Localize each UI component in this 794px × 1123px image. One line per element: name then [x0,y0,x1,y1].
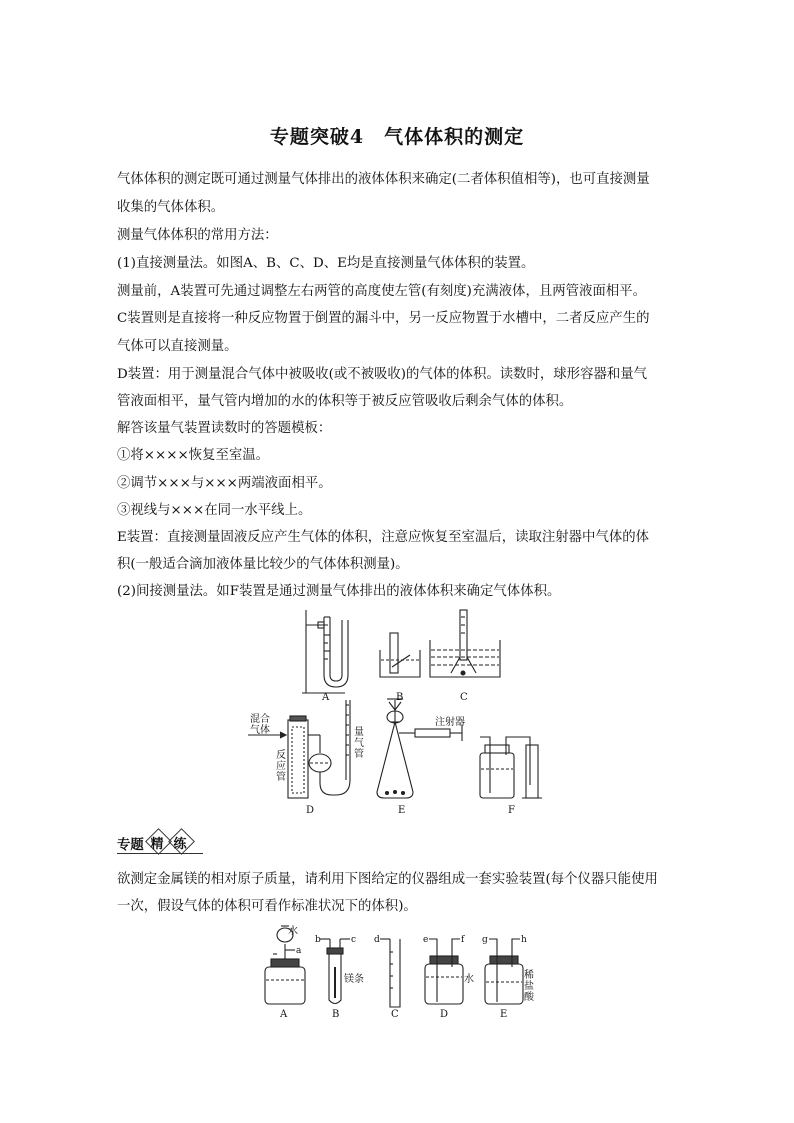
figure2-label-c: C [391,1009,399,1020]
apparatus-e [377,699,462,798]
practice-badge-char: 精 [150,837,164,852]
label-gas-buret: 量 [354,727,364,738]
label-dilute-hcl: 酸 [524,992,534,1003]
apparatus-figure-1 [240,605,560,820]
port-label-e: e [423,935,429,945]
practice-badge-char: 练 [173,837,187,852]
figure2-label-a: A [280,1009,288,1020]
paragraph: ③视线与×××在同一水平线上。 [117,503,312,518]
port-label-g: g [482,935,488,945]
paragraph: (2)间接测量法。如F装置是通过测量气体排出的液体体积来确定气体体积。 [117,584,561,599]
figure-label-d: D [306,805,315,816]
question-text: 一次，假设气体的体积可看作标准状况下的体积)。 [117,899,417,914]
port-label-f: f [461,935,465,945]
figure2-label-e: E [500,1009,508,1020]
paragraph: 解答该量气装置读数时的答题模板： [117,421,332,436]
paragraph: 气体可以直接测量。 [117,339,238,354]
paragraph: 测量气体体积的常用方法： [117,228,278,243]
figure-label-e: E [398,805,406,816]
label-mixed-gas: 气体 [250,725,270,736]
apparatus-f [480,737,542,798]
paragraph: ②调节×××与×××两端液面相平。 [117,476,332,491]
label-water: 水 [288,926,298,937]
instrument-c [380,939,400,1007]
port-label-b: b [315,935,321,945]
practice-badge-label: 专题 [117,837,144,853]
figure-label-b: B [396,692,404,703]
figure2-label-d: D [440,1009,449,1020]
paragraph: D装置：用于测量混合气体中被吸收(或不被吸收)的气体的体积。读数时，球形容器和量气 [117,367,648,382]
paragraph: 收集的气体体积。 [117,200,225,215]
label-dilute-hcl: 稀 [524,970,534,981]
port-label-a: a [296,946,302,956]
practice-underline [117,853,203,854]
apparatus-c [430,610,500,677]
paragraph: 气体体积的测定既可通过测量气体排出的液体体积来确定(二者体积值相等)，也可直接测量 [117,172,650,187]
paragraph: ①将××××恢复至室温。 [117,448,270,463]
label-gas-buret: 气 [354,738,364,749]
question-text: 欲测定金属镁的相对原子质量，请利用下图给定的仪器组成一套实验装置(每个仪器只能使用 [117,872,658,887]
label-water-d: 水 [464,974,474,985]
label-gas-buret: 管 [354,749,364,760]
label-syringe: 注射器 [435,717,465,728]
paragraph: 管液面相平，量气管内增加的水的体积等于被反应管吸收后剩余气体的体积。 [117,394,573,409]
apparatus-figure-2 [260,922,540,1022]
paragraph: 积(一般适合滴加液体量比较少的气体体积测量)。 [117,557,409,572]
port-label-c: c [351,935,357,945]
instrument-a [265,926,305,1004]
paragraph: E装置：直接测量固液反应产生气体的体积，注意应恢复至室温后，读取注射器中气体的体 [117,530,650,545]
paragraph: (1)直接测量法。如图A、B、C、D、E均是直接测量气体体积的装置。 [117,256,535,271]
paragraph: C装置则是直接将一种反应物置于倒置的漏斗中，另一反应物置于水槽中，二者反应产生的 [117,311,650,326]
label-dilute-hcl: 盐 [524,981,534,992]
apparatus-a [302,610,348,693]
instrument-d [425,939,463,1004]
figure-label-f: F [508,805,515,816]
label-reaction-tube: 应 [276,761,286,772]
label-reaction-tube: 反 [276,750,286,761]
label-mixed-gas: 混合 [250,714,270,725]
paragraph: 测量前，A装置可先通过调整左右两管的高度使左管(有刻度)充满液体，且两管液面相平。 [117,284,646,299]
instrument-b [320,939,350,1004]
instrument-e [485,939,523,1004]
figure-label-a: A [322,692,330,703]
label-magnesium: 镁条 [344,974,364,985]
figure-label-c: C [460,692,468,703]
figure2-label-b: B [332,1009,340,1020]
port-label-h: h [521,935,527,945]
apparatus-b [380,633,420,677]
practice-header [117,830,203,856]
label-reaction-tube: 管 [276,772,286,783]
page-title: 专题突破4 气体体积的测定 [269,126,525,148]
port-label-d: d [374,935,380,945]
